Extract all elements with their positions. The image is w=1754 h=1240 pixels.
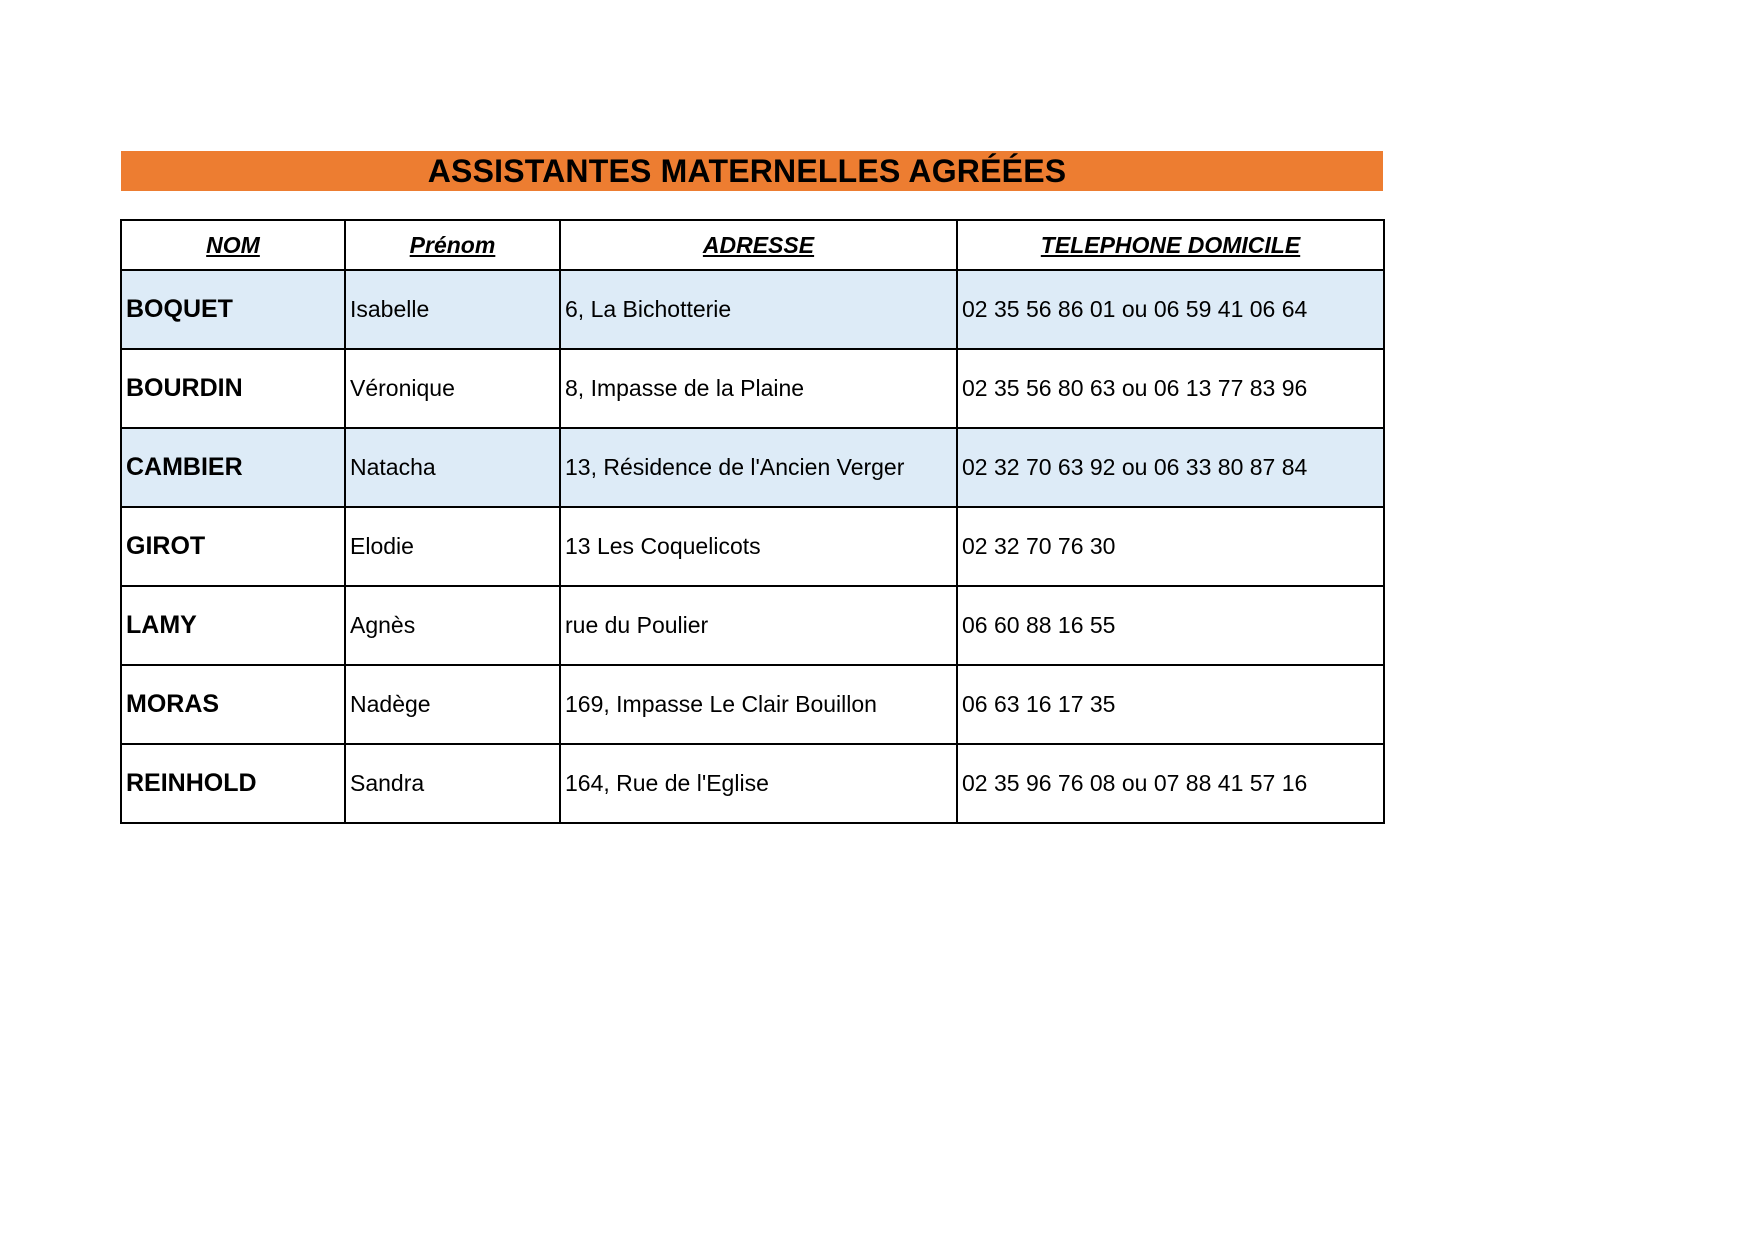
cell-adresse: rue du Poulier: [560, 586, 957, 665]
table-row: [121, 349, 1384, 428]
childminders-table: [120, 219, 1385, 824]
cell-adresse: 164, Rue de l'Eglise: [560, 744, 957, 823]
cell-adresse: 6, La Bichotterie: [560, 270, 957, 349]
table-row: [121, 665, 1384, 744]
table-row: [121, 744, 1384, 823]
cell-prenom: Natacha: [345, 428, 560, 507]
cell-telephone: 02 35 56 80 63 ou 06 13 77 83 96: [957, 349, 1384, 428]
table-row: [121, 428, 1384, 507]
column-header-prenom: Prénom: [345, 220, 560, 270]
cell-adresse: 8, Impasse de la Plaine: [560, 349, 957, 428]
page-title: ASSISTANTES MATERNELLES AGRÉÉES: [427, 152, 1067, 189]
cell-adresse: 169, Impasse Le Clair Bouillon: [560, 665, 957, 744]
cell-telephone: 02 35 96 76 08 ou 07 88 41 57 16: [957, 744, 1384, 823]
cell-telephone: 06 63 16 17 35: [957, 665, 1384, 744]
column-header-adresse: ADRESSE: [560, 220, 957, 270]
cell-nom: REINHOLD: [121, 744, 345, 823]
table-header-row: [121, 220, 1384, 270]
table-row: [121, 270, 1384, 349]
cell-nom: BOURDIN: [121, 349, 345, 428]
cell-prenom: Sandra: [345, 744, 560, 823]
cell-telephone: 06 60 88 16 55: [957, 586, 1384, 665]
cell-prenom: Elodie: [345, 507, 560, 586]
cell-nom: BOQUET: [121, 270, 345, 349]
table-row: [121, 507, 1384, 586]
cell-prenom: Agnès: [345, 586, 560, 665]
cell-nom: LAMY: [121, 586, 345, 665]
cell-nom: GIROT: [121, 507, 345, 586]
cell-adresse: 13 Les Coquelicots: [560, 507, 957, 586]
cell-prenom: Isabelle: [345, 270, 560, 349]
cell-telephone: 02 35 56 86 01 ou 06 59 41 06 64: [957, 270, 1384, 349]
cell-telephone: 02 32 70 63 92 ou 06 33 80 87 84: [957, 428, 1384, 507]
cell-nom: MORAS: [121, 665, 345, 744]
column-header-telephone: TELEPHONE DOMICILE: [957, 220, 1384, 270]
cell-adresse: 13, Résidence de l'Ancien Verger: [560, 428, 957, 507]
cell-telephone: 02 32 70 76 30: [957, 507, 1384, 586]
table-row: [121, 586, 1384, 665]
cell-prenom: Nadège: [345, 665, 560, 744]
title-banner: [121, 151, 1383, 191]
column-header-nom: NOM: [121, 220, 345, 270]
cell-prenom: Véronique: [345, 349, 560, 428]
cell-nom: CAMBIER: [121, 428, 345, 507]
